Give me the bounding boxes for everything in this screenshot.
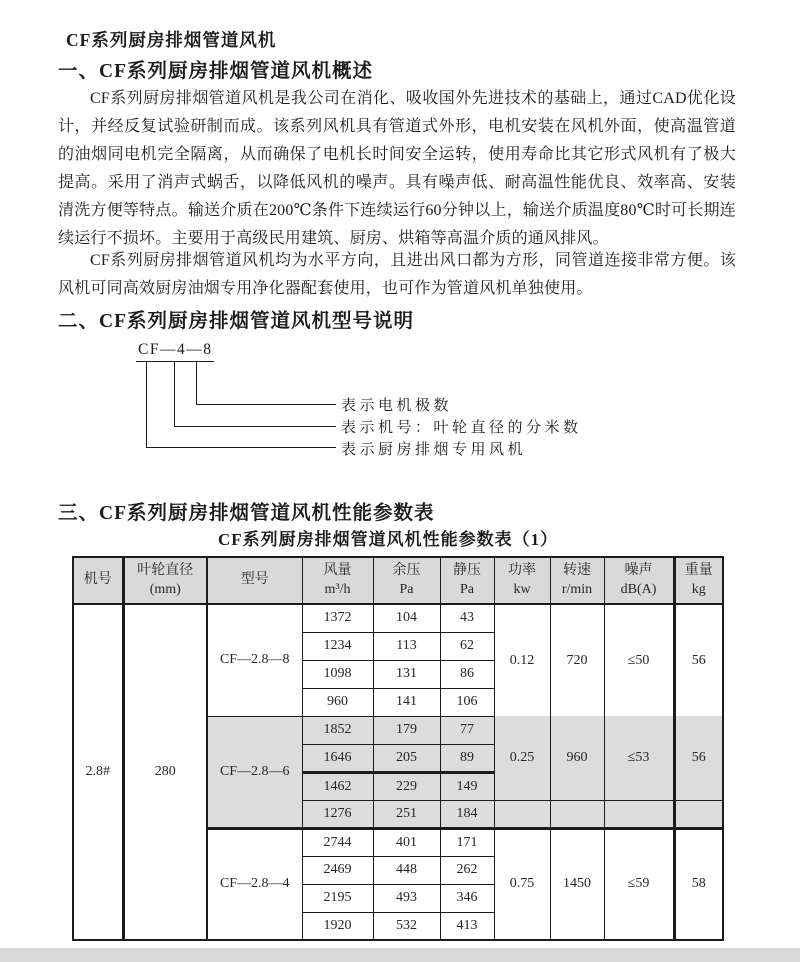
residual-pressure-cell: 401 bbox=[373, 828, 440, 856]
residual-pressure-cell: 113 bbox=[373, 632, 440, 660]
static-pressure-cell: 62 bbox=[440, 632, 494, 660]
header-weight: 重量 kg bbox=[674, 557, 723, 604]
diagram-label-kitchen-fan: 表示厨房排烟专用风机 bbox=[341, 442, 527, 458]
airflow-cell: 2744 bbox=[302, 828, 373, 856]
header-power: 功率 kw bbox=[494, 557, 550, 604]
connector-line-poles bbox=[196, 361, 336, 405]
model-cell: CF—2.8—8 bbox=[207, 604, 302, 716]
speed-cell: 1450 bbox=[550, 828, 604, 940]
header-static-pressure: 静压 Pa bbox=[440, 557, 494, 604]
section1-paragraph-2: CF系列厨房排烟管道风机均为水平方向，且进出风口都为方形，同管道连接非常方便。该风机可同高效厨房油烟专用净化器配套使用，也可作为管道风机单独使用。 bbox=[58, 252, 736, 297]
airflow-cell: 1276 bbox=[302, 800, 373, 828]
residual-pressure-cell: 532 bbox=[373, 912, 440, 940]
static-pressure-cell: 89 bbox=[440, 744, 494, 772]
static-pressure-cell: 77 bbox=[440, 716, 494, 744]
header-noise: 噪声 dB(A) bbox=[604, 557, 674, 604]
weight-cell: 56 bbox=[674, 604, 723, 716]
speed-cell: 960 bbox=[550, 716, 604, 800]
header-residual-pressure: 余压 Pa bbox=[373, 557, 440, 604]
airflow-cell: 1920 bbox=[302, 912, 373, 940]
static-pressure-cell: 149 bbox=[440, 772, 494, 800]
page-bottom-edge bbox=[0, 948, 800, 962]
airflow-cell: 2195 bbox=[302, 884, 373, 912]
power-cell: 0.75 bbox=[494, 828, 550, 940]
section2-heading: 二、CF系列厨房排烟管道风机型号说明 bbox=[58, 311, 414, 332]
airflow-cell: 1462 bbox=[302, 772, 373, 800]
noise-cell: ≤53 bbox=[604, 716, 674, 800]
section1-paragraph-1: CF系列厨房排烟管道风机是我公司在消化、吸收国外先进技术的基础上，通过CAD优化设计，并经反复试验研制而成。该系列风机具有管道式外形，电机安装在风机外面，使高温管道的油烟同电机完全隔离，从而确保了电机长时间安全运转，使用寿命比其它形式风机有了极大提高。采用了消声式蜗舌，以降低风机的噪声。具有噪声低、耐高温性能优良、效率高、安装清洗方便等特点。输送介质在200℃条件下连续运行60分钟以上，输送介质温度80℃时可长期连续运行不损坏。主要用于高级民用建筑、厨房、烘箱等高温介质的通风排风。 bbox=[58, 90, 736, 247]
empty-cell bbox=[674, 800, 723, 828]
airflow-cell: 2469 bbox=[302, 856, 373, 884]
model-code: CF—4—8 bbox=[136, 341, 214, 362]
model-cell: CF—2.8—6 bbox=[207, 716, 302, 828]
table-row bbox=[73, 604, 723, 632]
speed-cell: 720 bbox=[550, 604, 604, 716]
header-airflow: 风量 m³/h bbox=[302, 557, 373, 604]
residual-pressure-cell: 493 bbox=[373, 884, 440, 912]
header-model: 型号 bbox=[207, 557, 302, 604]
residual-pressure-cell: 141 bbox=[373, 688, 440, 716]
machine-no-cell: 2.8# bbox=[73, 604, 123, 940]
airflow-cell: 1098 bbox=[302, 660, 373, 688]
power-cell: 0.12 bbox=[494, 604, 550, 716]
section3-heading: 三、CF系列厨房排烟管道风机性能参数表 bbox=[58, 503, 435, 524]
power-cell: 0.25 bbox=[494, 716, 550, 800]
noise-cell: ≤59 bbox=[604, 828, 674, 940]
airflow-cell: 1234 bbox=[302, 632, 373, 660]
weight-cell: 56 bbox=[674, 716, 723, 800]
performance-table bbox=[72, 556, 724, 941]
noise-cell: ≤50 bbox=[604, 604, 674, 716]
residual-pressure-cell: 251 bbox=[373, 800, 440, 828]
empty-cell bbox=[550, 800, 604, 828]
static-pressure-cell: 43 bbox=[440, 604, 494, 632]
static-pressure-cell: 262 bbox=[440, 856, 494, 884]
diagram-label-motor-poles: 表示电机极数 bbox=[341, 398, 453, 414]
table-header-row bbox=[73, 557, 723, 604]
residual-pressure-cell: 205 bbox=[373, 744, 440, 772]
diagram-label-machine-size: 表示机号：叶轮直径的分米数 bbox=[341, 420, 582, 436]
header-machine-no: 机号 bbox=[73, 557, 123, 604]
static-pressure-cell: 413 bbox=[440, 912, 494, 940]
static-pressure-cell: 184 bbox=[440, 800, 494, 828]
performance-table-title: CF系列厨房排烟管道风机性能参数表（1） bbox=[218, 530, 559, 549]
empty-cell bbox=[494, 800, 550, 828]
static-pressure-cell: 171 bbox=[440, 828, 494, 856]
model-cell: CF—2.8—4 bbox=[207, 828, 302, 940]
weight-cell: 58 bbox=[674, 828, 723, 940]
residual-pressure-cell: 104 bbox=[373, 604, 440, 632]
airflow-cell: 1372 bbox=[302, 604, 373, 632]
doc-title: CF系列厨房排烟管道风机 bbox=[66, 30, 277, 50]
header-speed: 转速 r/min bbox=[550, 557, 604, 604]
residual-pressure-cell: 131 bbox=[373, 660, 440, 688]
impeller-diameter-cell: 280 bbox=[123, 604, 207, 940]
residual-pressure-cell: 229 bbox=[373, 772, 440, 800]
static-pressure-cell: 346 bbox=[440, 884, 494, 912]
static-pressure-cell: 86 bbox=[440, 660, 494, 688]
header-impeller-diameter: 叶轮直径 (mm) bbox=[123, 557, 207, 604]
airflow-cell: 960 bbox=[302, 688, 373, 716]
airflow-cell: 1852 bbox=[302, 716, 373, 744]
residual-pressure-cell: 448 bbox=[373, 856, 440, 884]
empty-cell bbox=[604, 800, 674, 828]
section1-heading: 一、CF系列厨房排烟管道风机概述 bbox=[58, 61, 373, 82]
residual-pressure-cell: 179 bbox=[373, 716, 440, 744]
static-pressure-cell: 106 bbox=[440, 688, 494, 716]
airflow-cell: 1646 bbox=[302, 744, 373, 772]
